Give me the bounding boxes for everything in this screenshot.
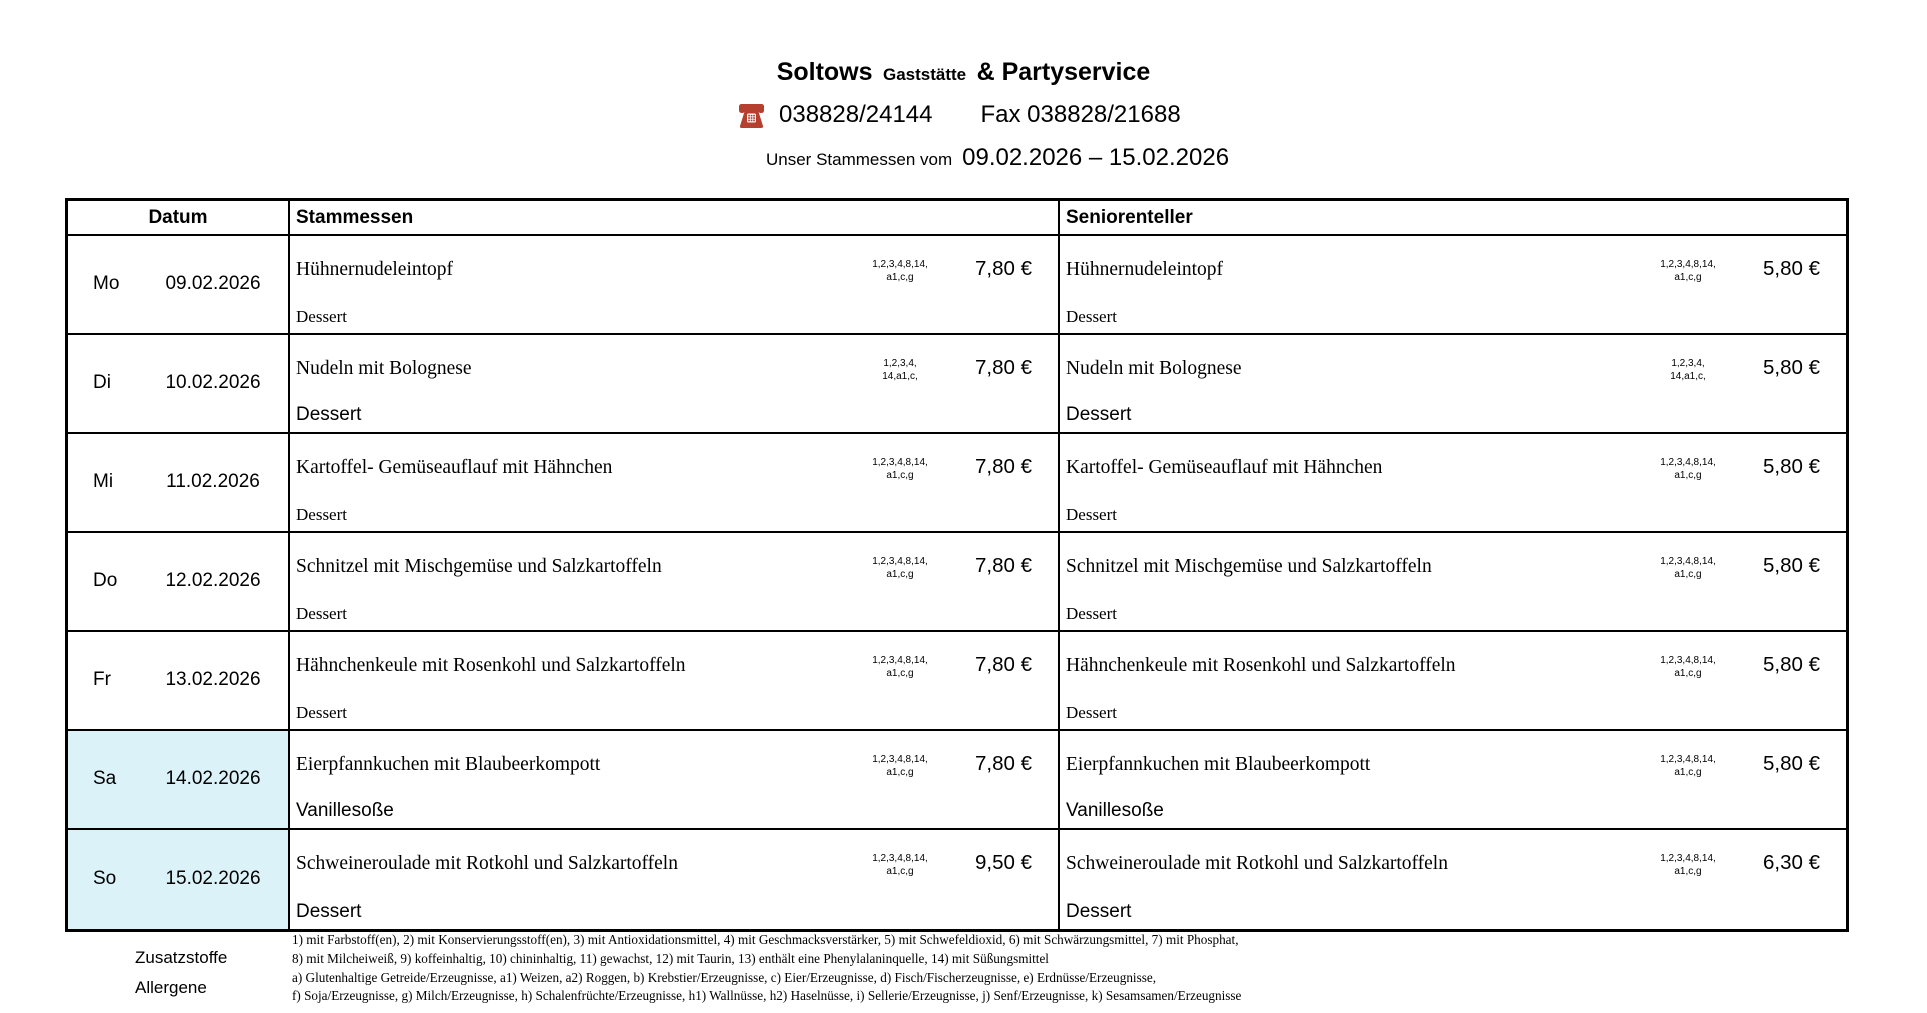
allergen-line: a1,c,g bbox=[1674, 271, 1702, 283]
date-cell bbox=[68, 335, 290, 434]
brand-suffix: & Partyservice bbox=[976, 58, 1151, 86]
brand-name: Soltows bbox=[776, 58, 873, 86]
allergen-codes bbox=[844, 853, 956, 878]
price-label: 7,80 € bbox=[975, 356, 1032, 379]
price-label: 5,80 € bbox=[1763, 257, 1820, 280]
allergen-line: 1,2,3,4,8,14, bbox=[1660, 457, 1716, 468]
allergene-label: Allergene bbox=[135, 978, 207, 997]
dish-name: Schnitzel mit Mischgemüse und Salzkartoffeln bbox=[296, 556, 662, 577]
allergen-line: a1,c,g bbox=[1674, 667, 1702, 679]
day-label: Do bbox=[93, 569, 118, 591]
dish-name: Eierpfannkuchen mit Blaubeerkompott bbox=[296, 754, 601, 775]
allergen-line: 1,2,3,4,8,14, bbox=[872, 853, 928, 864]
allergen-codes bbox=[844, 655, 956, 680]
column-header-datum: Datum bbox=[68, 201, 290, 236]
allergen-line: a1,c,g bbox=[886, 271, 914, 283]
dish-name: Kartoffel- Gemüseauflauf mit Hähnchen bbox=[296, 457, 613, 478]
column-header-seniorenteller: Seniorenteller bbox=[1060, 201, 1846, 236]
stammessen-cell bbox=[290, 335, 1060, 434]
zusatzstoffe-label: Zusatzstoffe bbox=[135, 948, 228, 967]
price-label: 7,80 € bbox=[975, 752, 1032, 775]
dessert-label: Dessert bbox=[1066, 901, 1132, 922]
dish-name: Nudeln mit Bolognese bbox=[1066, 358, 1242, 379]
price-label: 5,80 € bbox=[1763, 554, 1820, 577]
allergen-line: 1,2,3,4,8,14, bbox=[1660, 556, 1716, 567]
allergen-line: 1,2,3,4,8,14, bbox=[1660, 259, 1716, 270]
day-label: Mo bbox=[93, 272, 120, 294]
allergen-line: 1,2,3,4,8,14, bbox=[1660, 853, 1716, 864]
seniorenteller-cell bbox=[1060, 830, 1846, 929]
price-label: 5,80 € bbox=[1763, 455, 1820, 478]
dessert-label: Dessert bbox=[296, 703, 347, 722]
allergen-line: a1,c,g bbox=[1674, 766, 1702, 778]
day-label: Sa bbox=[93, 767, 117, 789]
phone-number: 038828/24144 bbox=[779, 101, 933, 128]
footnote-line: 1) mit Farbstoff(en), 2) mit Konservierungsstoff(en), 3) mit Antioxidationsmittel, 4) mit Geschmacksverstärker, 5) mit Schwefeldioxid, 6) mit Schwärzungsmittel, 7) mit Phosphat, bbox=[292, 932, 1239, 947]
dessert-label: Dessert bbox=[1066, 703, 1117, 722]
dessert-label: Dessert bbox=[296, 307, 347, 326]
allergen-codes bbox=[1632, 259, 1744, 284]
allergen-line: 1,2,3,4,8,14, bbox=[872, 655, 928, 666]
seniorenteller-cell bbox=[1060, 434, 1846, 533]
price-label: 7,80 € bbox=[975, 554, 1032, 577]
dessert-label: Dessert bbox=[1066, 307, 1117, 326]
dish-name: Hähnchenkeule mit Rosenkohl und Salzkartoffeln bbox=[1066, 655, 1456, 676]
price-label: 7,80 € bbox=[975, 455, 1032, 478]
allergen-line: 1,2,3,4, bbox=[883, 358, 917, 369]
seniorenteller-cell bbox=[1060, 335, 1846, 434]
allergen-line: 1,2,3,4,8,14, bbox=[872, 457, 928, 468]
price-label: 5,80 € bbox=[1763, 752, 1820, 775]
allergen-line: 14,a1,c, bbox=[882, 370, 918, 382]
page-title bbox=[777, 58, 1151, 87]
date-label: 09.02.2026 bbox=[165, 272, 261, 294]
date-cell bbox=[68, 731, 290, 830]
column-header-stammessen: Stammessen bbox=[290, 201, 1060, 236]
price-label: 5,80 € bbox=[1763, 653, 1820, 676]
date-cell bbox=[68, 830, 290, 929]
price-label: 7,80 € bbox=[975, 653, 1032, 676]
allergen-codes bbox=[1632, 556, 1744, 581]
stammessen-cell bbox=[290, 830, 1060, 929]
dessert-label: Vanillesoße bbox=[1066, 800, 1164, 821]
day-label: Fr bbox=[93, 668, 111, 690]
allergen-line: a1,c,g bbox=[886, 667, 914, 679]
allergen-line: a1,c,g bbox=[1674, 865, 1702, 877]
allergen-codes bbox=[1632, 457, 1744, 482]
allergen-line: 1,2,3,4, bbox=[1671, 358, 1705, 369]
price-label: 9,50 € bbox=[975, 851, 1032, 874]
dessert-label: Dessert bbox=[1066, 404, 1132, 425]
seniorenteller-cell bbox=[1060, 533, 1846, 632]
seniorenteller-cell bbox=[1060, 632, 1846, 731]
dessert-label: Dessert bbox=[296, 505, 347, 524]
allergen-line: 1,2,3,4,8,14, bbox=[1660, 754, 1716, 765]
dessert-label: Vanillesoße bbox=[296, 800, 394, 821]
allergen-codes bbox=[1632, 358, 1744, 383]
date-cell bbox=[68, 434, 290, 533]
stammessen-cell bbox=[290, 236, 1060, 335]
dessert-label: Dessert bbox=[1066, 505, 1117, 524]
allergen-line: a1,c,g bbox=[886, 568, 914, 580]
stammessen-cell bbox=[290, 632, 1060, 731]
date-cell bbox=[68, 236, 290, 335]
stammessen-cell bbox=[290, 434, 1060, 533]
allergen-codes bbox=[1632, 754, 1744, 779]
date-cell bbox=[68, 632, 290, 731]
dish-name: Schweineroulade mit Rotkohl und Salzkartoffeln bbox=[1066, 853, 1448, 874]
seniorenteller-cell bbox=[1060, 731, 1846, 830]
stammessen-cell bbox=[290, 533, 1060, 632]
telephone-icon bbox=[738, 103, 765, 128]
dish-name: Schweineroulade mit Rotkohl und Salzkartoffeln bbox=[296, 853, 678, 874]
allergen-codes bbox=[844, 556, 956, 581]
dish-name: Nudeln mit Bolognese bbox=[296, 358, 472, 379]
allergen-codes bbox=[1632, 853, 1744, 878]
brand-subname: Gaststätte bbox=[882, 65, 967, 84]
allergen-codes bbox=[1632, 655, 1744, 680]
allergen-line: 14,a1,c, bbox=[1670, 370, 1706, 382]
allergen-codes bbox=[844, 358, 956, 383]
allergen-line: 1,2,3,4,8,14, bbox=[872, 556, 928, 567]
menu-table bbox=[65, 198, 1849, 932]
day-label: Mi bbox=[93, 470, 114, 492]
stammessen-cell bbox=[290, 731, 1060, 830]
dish-name: Eierpfannkuchen mit Blaubeerkompott bbox=[1066, 754, 1371, 775]
dessert-label: Dessert bbox=[296, 901, 362, 922]
date-label: 10.02.2026 bbox=[165, 371, 261, 393]
date-label: 12.02.2026 bbox=[165, 569, 261, 591]
price-label: 5,80 € bbox=[1763, 356, 1820, 379]
allergen-line: a1,c,g bbox=[1674, 568, 1702, 580]
day-label: Di bbox=[93, 371, 111, 393]
price-label: 6,30 € bbox=[1763, 851, 1820, 874]
day-label: So bbox=[93, 867, 117, 889]
date-cell bbox=[68, 533, 290, 632]
allergen-line: a1,c,g bbox=[886, 469, 914, 481]
dish-name: Hähnchenkeule mit Rosenkohl und Salzkartoffeln bbox=[296, 655, 686, 676]
dish-name: Kartoffel- Gemüseauflauf mit Hähnchen bbox=[1066, 457, 1383, 478]
allergen-codes bbox=[844, 457, 956, 482]
date-label: 15.02.2026 bbox=[165, 867, 261, 889]
footnote-line: a) Glutenhaltige Getreide/Erzeugnisse, a1) Weizen, a2) Roggen, b) Krebstier/Erzeugnisse, c) Eier/Erzeugnisse, d) Fisch/Fischerzeugnisse, e) Erdnüsse/Erzeugnisse, bbox=[292, 969, 1157, 985]
allergen-line: 1,2,3,4,8,14, bbox=[872, 259, 928, 270]
week-date-range: 09.02.2026 – 15.02.2026 bbox=[962, 144, 1230, 171]
allergen-line: a1,c,g bbox=[886, 766, 914, 778]
date-label: 13.02.2026 bbox=[165, 668, 261, 690]
dish-name: Schnitzel mit Mischgemüse und Salzkartoffeln bbox=[1066, 556, 1432, 577]
footnote-line: f) Soja/Erzeugnisse, g) Milch/Erzeugnisse, h) Schalenfrüchte/Erzeugnisse, h1) Wallnüsse, h2) Haselnüsse, i) Sellerie/Erzeugnisse, j) Senf/Erzeugnisse, k) Sesamsamen/Erzeugnisse bbox=[292, 988, 1242, 1004]
allergen-line: 1,2,3,4,8,14, bbox=[1660, 655, 1716, 666]
date-label: 11.02.2026 bbox=[166, 470, 260, 492]
footnote-legend bbox=[292, 931, 1241, 1006]
dish-name: Hühnernudeleintopf bbox=[1066, 259, 1224, 280]
dessert-label: Dessert bbox=[296, 404, 362, 425]
seniorenteller-cell bbox=[1060, 236, 1846, 335]
allergen-line: 1,2,3,4,8,14, bbox=[872, 754, 928, 765]
contact-line bbox=[738, 101, 1181, 129]
dessert-label: Dessert bbox=[1066, 604, 1117, 623]
allergen-codes bbox=[844, 259, 956, 284]
dish-name: Hühnernudeleintopf bbox=[296, 259, 454, 280]
allergen-line: a1,c,g bbox=[886, 865, 914, 877]
date-label: 14.02.2026 bbox=[165, 767, 261, 789]
allergen-codes bbox=[844, 754, 956, 779]
dessert-label: Dessert bbox=[296, 604, 347, 623]
allergen-line: a1,c,g bbox=[1674, 469, 1702, 481]
fax-number: Fax 038828/21688 bbox=[980, 101, 1181, 128]
subtitle bbox=[766, 144, 1229, 172]
price-label: 7,80 € bbox=[975, 257, 1032, 280]
footnote-line: 8) mit Milcheiweiß, 9) koffeinhaltig, 10) chininhaltig, 11) gewachst, 12) mit Taurin, 13) enthält eine Phenylalaninquelle, 14) mit Süßungsmittel bbox=[292, 950, 1049, 966]
subtitle-prefix: Unser Stammessen vom bbox=[766, 150, 953, 169]
